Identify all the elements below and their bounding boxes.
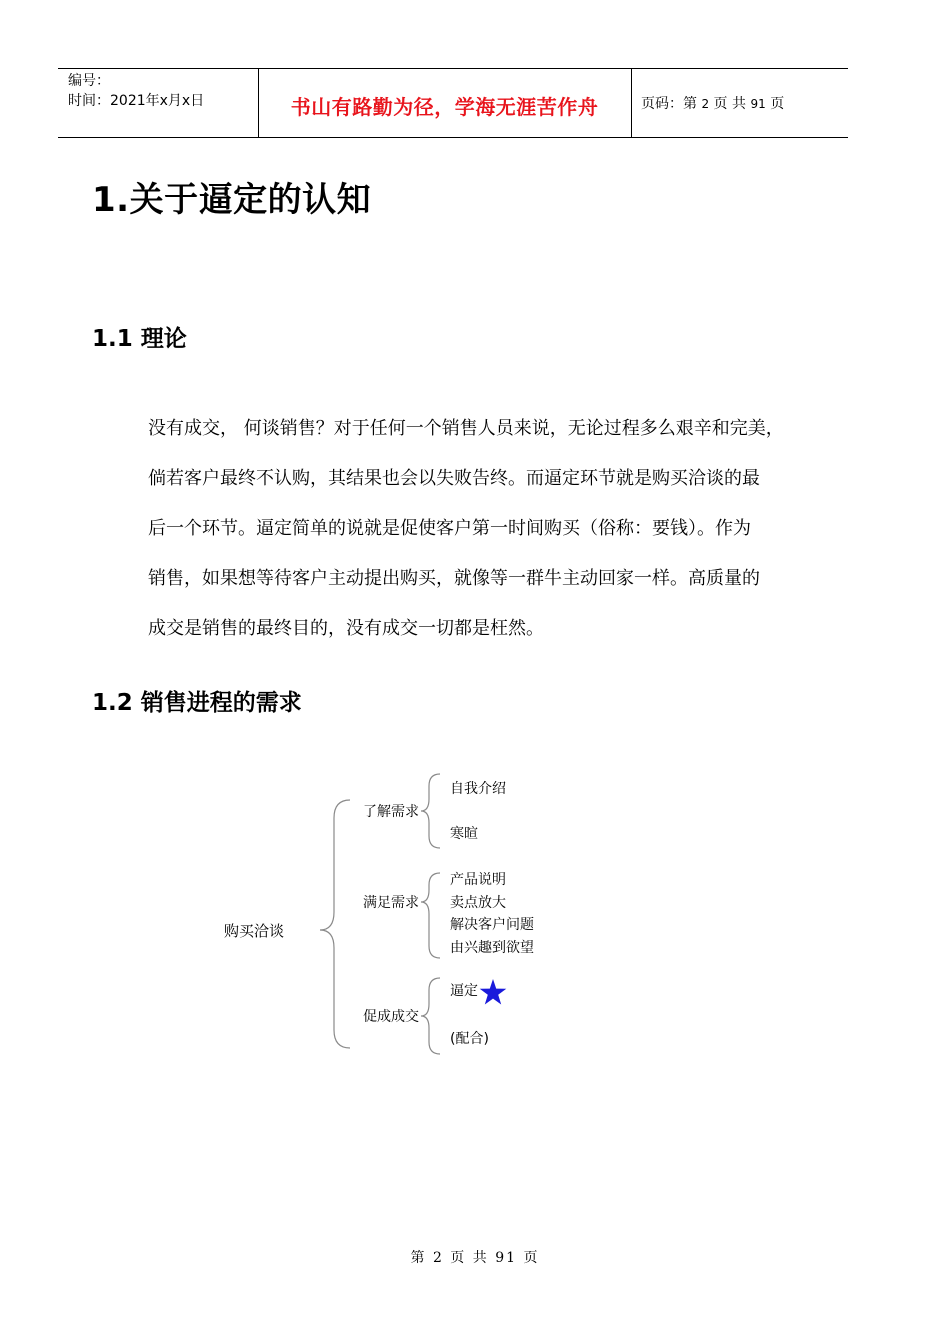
paragraph-line: 没有成交， 何谈销售？对于任何一个销售人员来说，无论过程多么艰辛和完美， xyxy=(148,418,784,439)
branch-label: 促成成交 xyxy=(363,1009,419,1025)
paragraph-line: 倘若客户最终不认购，其结果也会以失败告终。而逼定环节就是购买洽谈的最 xyxy=(148,468,760,489)
branch-brace xyxy=(421,774,440,848)
branch-label: 了解需求 xyxy=(363,804,419,820)
branch-brace xyxy=(421,873,440,958)
paragraph-line: 销售，如果想等待客户主动提出购买，就像等一群牛主动回家一样。高质量的 xyxy=(148,568,760,589)
paragraph-line: 成交是销售的最终目的，没有成交一切都是枉然。 xyxy=(148,618,544,639)
leaf-item: 产品说明 xyxy=(450,872,506,888)
page-number: 2 xyxy=(701,97,710,111)
leaf-item: 自我介绍 xyxy=(450,781,506,797)
diagram-root: 购买洽谈 xyxy=(224,922,285,940)
leaf-item: 卖点放大 xyxy=(450,895,506,911)
page-prefix: 页码：第 xyxy=(641,96,697,112)
branch-label: 满足需求 xyxy=(363,895,419,911)
section-heading-sales-process: 1.2 销售进程的需求 xyxy=(92,690,302,716)
number-label: 编号： xyxy=(68,73,110,89)
page-suffix: 页 xyxy=(770,96,785,112)
page-footer: 第 2 页 共 91 页 xyxy=(410,1250,540,1266)
leaf-item: 寒暄 xyxy=(450,826,478,842)
leaf-item: 由兴趣到欲望 xyxy=(450,940,534,956)
leaf-item: 逼定 xyxy=(450,983,478,999)
header-motto: 书山有路勤为径，学海无涯苦作舟 xyxy=(290,95,599,119)
section-heading-theory: 1.1 理论 xyxy=(92,326,187,352)
time-label: 时间：2021年x月x日 xyxy=(68,93,205,109)
page-mid: 页 共 xyxy=(713,96,746,112)
leaf-item: 解决客户问题 xyxy=(450,917,534,933)
page-title: 1.关于逼定的认知 xyxy=(92,180,372,220)
page-total: 91 xyxy=(750,97,766,111)
branch-brace xyxy=(421,978,440,1054)
root-brace xyxy=(320,800,350,1048)
leaf-item: (配合) xyxy=(450,1031,489,1047)
paragraph-line: 后一个环节。逼定简单的说就是促使客户第一时间购买（俗称：要钱）。作为 xyxy=(148,518,751,539)
star-icon xyxy=(480,979,507,1005)
